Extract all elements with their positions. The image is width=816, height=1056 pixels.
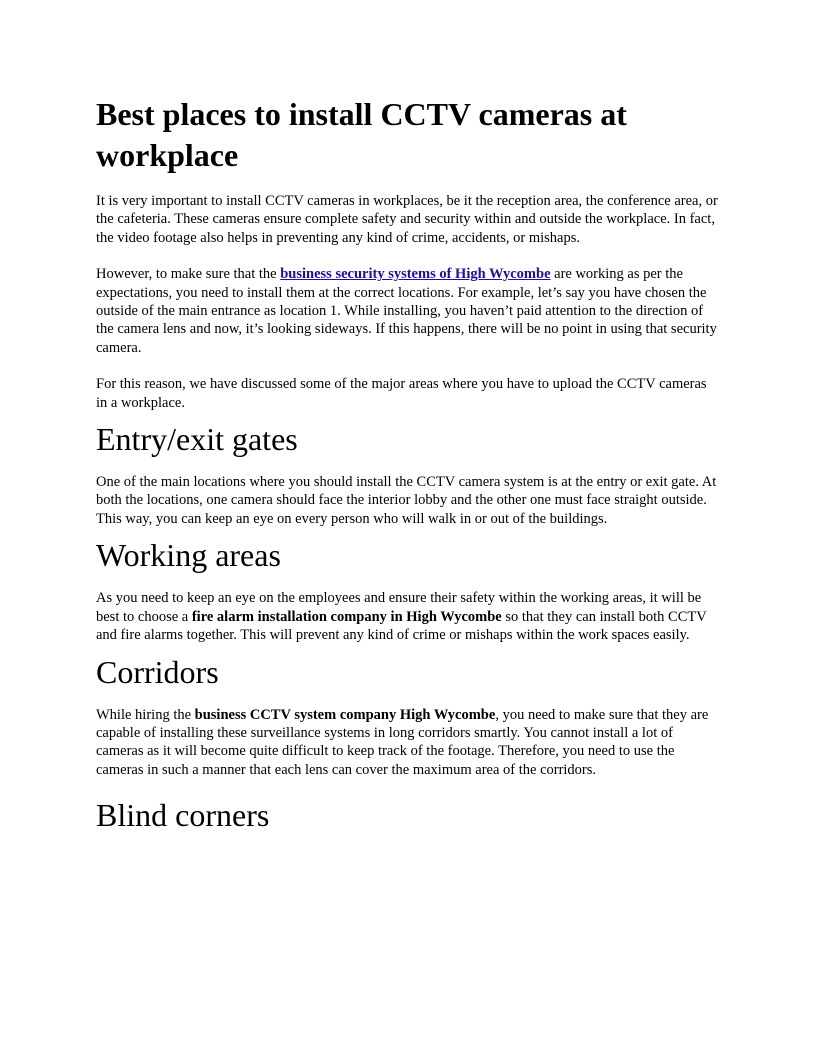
paragraph-text: so that they can install both CCTV and fire alarms together. This will prevent any kind of crime or mishaps within the work spaces easily. bbox=[96, 608, 707, 644]
paragraph-text: , you need to make sure that they are capable of installing these surveillance systems in long corridors smartly. You cannot install a lot of cameras as it will become quite difficult to keep track of the footage. Therefore, you need to use the cameras in such a manner that each lens can cover the maximum area of the corridors. bbox=[96, 706, 709, 778]
paragraph-working-areas bbox=[96, 589, 720, 644]
heading-blind-corners: Blind corners bbox=[96, 797, 270, 834]
page-title: Best places to install CCTV cameras at workplace bbox=[96, 96, 627, 173]
paragraph-text: However, to make sure that the bbox=[96, 266, 281, 283]
paragraph-reason: For this reason, we have discussed some of the major areas where you have to upload the CCTV cameras in a workplace. bbox=[96, 376, 707, 411]
fire-alarm-company-bold: fire alarm installation company in High Wycombe bbox=[191, 608, 502, 625]
business-security-systems-link[interactable]: business security systems of High Wycombe bbox=[280, 266, 551, 283]
paragraph-corridors bbox=[96, 706, 720, 780]
paragraph-text: are working as per the expectations, you need to install them at the correct locations. For example, let’s say you have chosen the outside of the main entrance as location 1. While installing, you haven’t paid attention to the direction of the camera lens and now, it’s looking sideways. If this happens, there will be no point in using that security camera. bbox=[96, 266, 717, 356]
paragraph-text: While hiring the bbox=[96, 706, 195, 723]
paragraph-text: As you need to keep an eye on the employees and ensure their safety within the working areas, it will be best to choose a bbox=[96, 590, 702, 625]
paragraph-entry-exit-gates: One of the main locations where you should install the CCTV camera system is at the entry or exit gate. At both the locations, one camera should face the interior lobby and the other one must face straight outside. This way, you can keep an eye on every person who will walk in or out of the buildings. bbox=[96, 474, 717, 527]
cctv-company-bold: business CCTV system company High Wycombe bbox=[194, 706, 496, 723]
heading-working-areas: Working areas bbox=[96, 537, 281, 574]
document-page bbox=[96, 94, 720, 849]
intro-paragraph: It is very important to install CCTV cameras in workplaces, be it the reception area, the conference area, or the cafeteria. These cameras ensure complete safety and security within and outside the workplace. In fact, the video footage also helps in preventing any kind of crime, accidents, or mishaps. bbox=[96, 193, 718, 246]
heading-corridors: Corridors bbox=[96, 653, 219, 690]
paragraph-security-systems bbox=[96, 265, 720, 357]
heading-entry-exit-gates: Entry/exit gates bbox=[96, 421, 298, 458]
